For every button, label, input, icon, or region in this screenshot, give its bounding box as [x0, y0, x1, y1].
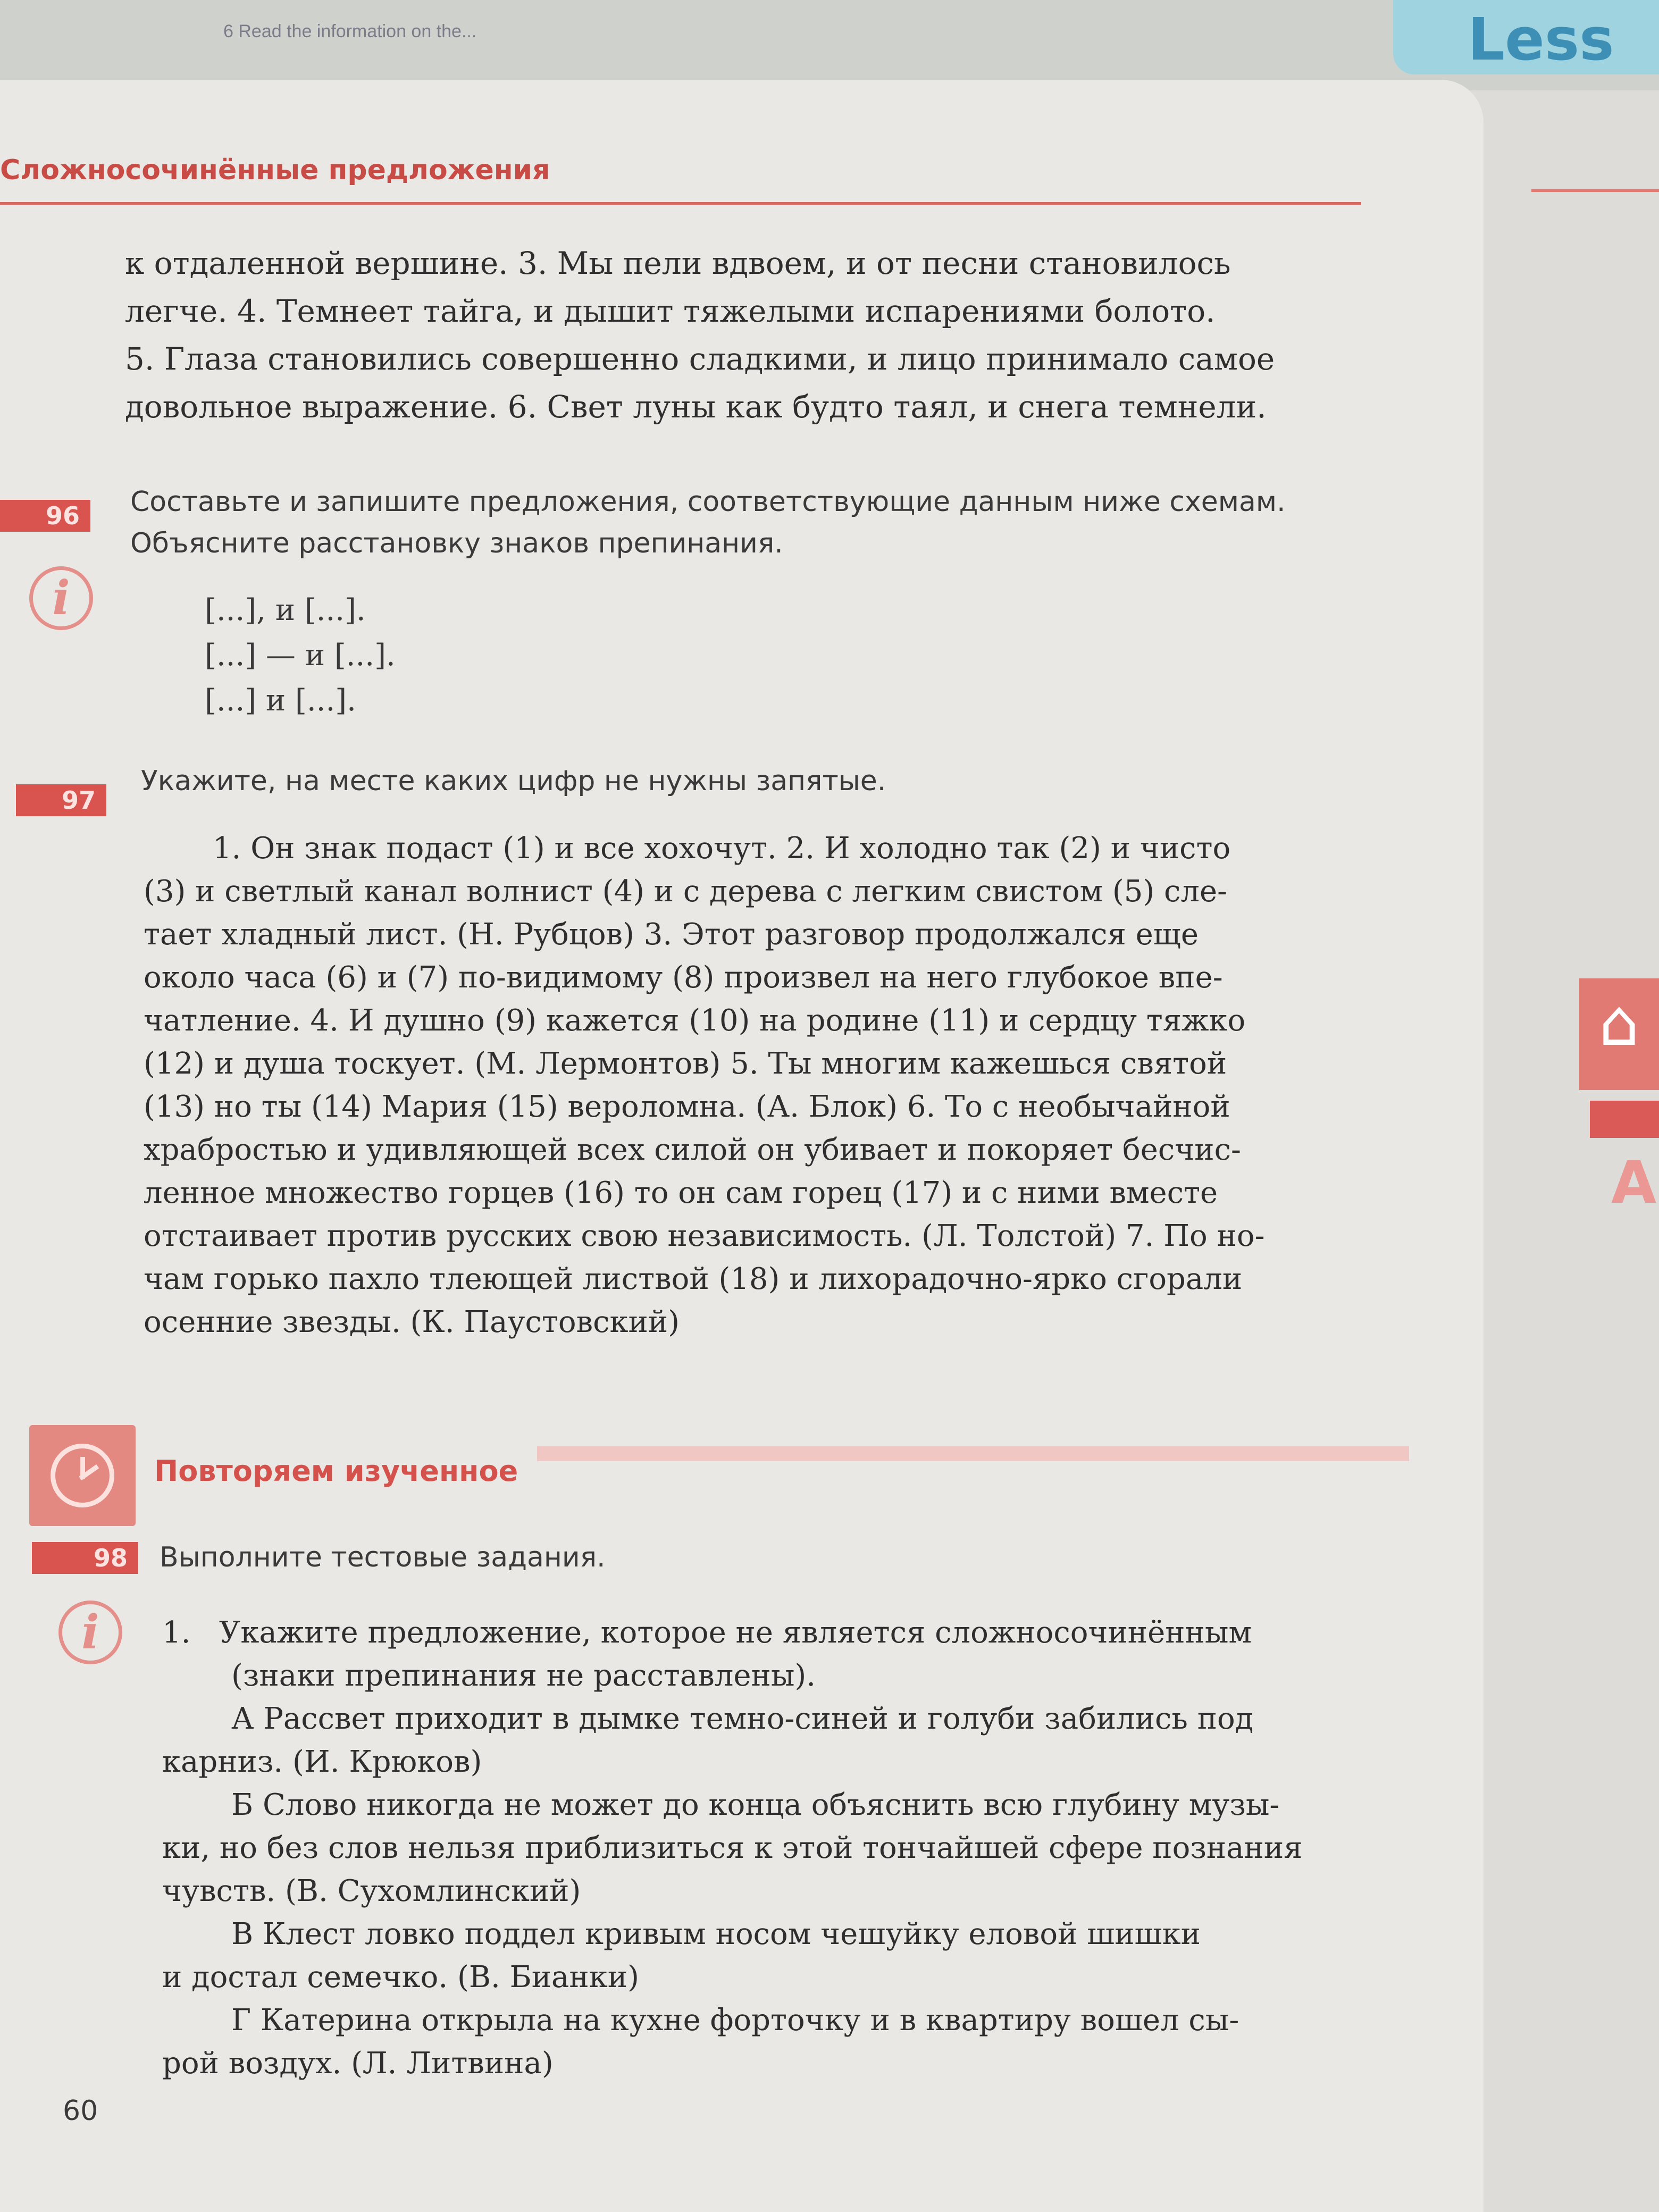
- option-b-cont: чувств. (В. Сухомлинский): [162, 1874, 581, 1908]
- text-line: легче. 4. Темнеет тайга, и дышит тяжелыми испарениями болото.: [125, 293, 1216, 329]
- text-line: к отдаленной вершине. 3. Мы пели вдвоем, и от песни становилось: [125, 245, 1231, 281]
- lesson-tab: [1393, 0, 1659, 74]
- text-line: отстаивает против русских свою независимость. (Л. Толстой) 7. По но-: [144, 1219, 1265, 1253]
- text-line: чам горько пахло тлеющей листвой (18) и лихорадочно-ярко сгорали: [144, 1262, 1243, 1296]
- option-b-cont: ки, но без слов нельзя приблизиться к этой тончайшей сфере познания: [162, 1831, 1303, 1865]
- text-line: осенние звезды. (К. Паустовский): [144, 1305, 680, 1339]
- question-line: [162, 1611, 1417, 1654]
- question-number: 1.: [162, 1615, 191, 1650]
- continuation-text: [125, 239, 1364, 431]
- option-g: Г Катерина открыла на кухне форточку и в квартиру вошел сы-: [231, 2003, 1239, 2038]
- option-a: А Рассвет приходит в дымке темно-синей и голуби забились под: [231, 1702, 1254, 1736]
- page-number: 60: [63, 2095, 98, 2127]
- option-v-cont: и достал семечко. (В. Бианки): [162, 1960, 639, 1995]
- text-line: тает хладный лист. (Н. Рубцов) 3. Этот разговор продолжался еще: [144, 917, 1199, 952]
- info-icon: i: [29, 566, 93, 630]
- text-line: около часа (6) и (7) по-видимому (8) произвел на него глубокое впе-: [144, 960, 1223, 995]
- background-page-text: 6 Read the information on the...: [223, 21, 477, 41]
- task-line: Составьте и запишите предложения, соответствующие данным ниже схемам.: [130, 486, 1286, 518]
- text-line: (12) и душа тоскует. (М. Лермонтов) 5. Ты многим кажешься святой: [144, 1046, 1227, 1081]
- clock-icon: [29, 1425, 136, 1526]
- exercise-number-96: 96: [0, 500, 90, 532]
- text-line: чатление. 4. И душно (9) кажется (10) на родине (11) и сердцу тяжко: [144, 1003, 1246, 1038]
- running-head: Сложносочинённые предложения: [0, 154, 550, 186]
- text-line: храбростью и удивляющей всех силой он убивает и покоряет бесчис-: [144, 1133, 1241, 1167]
- running-head-rule: [0, 202, 1361, 205]
- scheme-line: [...] и [...].: [205, 683, 356, 718]
- exercise-97-task: Укажите, на месте каких цифр не нужны запятые.: [141, 765, 886, 797]
- text-line: довольное выражение. 6. Свет луны как будто таял, и снега темнели.: [125, 389, 1267, 425]
- lesson-tab-label: Less: [1468, 5, 1614, 73]
- text-line: (13) но ты (14) Мария (15) вероломна. (А. Блок) 6. То с необычайной: [144, 1090, 1230, 1124]
- home-icon: ⌂: [1598, 986, 1640, 1060]
- option-b: Б Слово никогда не может до конца объяснить всю глубину музы-: [231, 1788, 1280, 1822]
- section-title: Повторяем изученное: [154, 1454, 518, 1488]
- exercise-98-task: Выполните тестовые задания.: [160, 1541, 606, 1573]
- exercise-number-97: 97: [16, 784, 106, 816]
- exercise-97-text: [144, 827, 1388, 1344]
- text-line: 5. Глаза становились совершенно сладкими, и лицо принимало самое: [125, 341, 1275, 377]
- option-a-cont: карниз. (И. Крюков): [162, 1745, 482, 1779]
- adjacent-letter: А: [1611, 1149, 1657, 1217]
- section-title-bar: [537, 1446, 1409, 1461]
- text-line: ленное множество горцев (16) то он сам горец (17) и с ними вместе: [144, 1176, 1218, 1210]
- scheme-line: [...], и [...].: [205, 593, 366, 627]
- exercise-96-task: [130, 481, 1380, 564]
- adjacent-home-tab: [1579, 978, 1659, 1090]
- text-line: 1. Он знак подаст (1) и все хохочут. 2. И холодно так (2) и чисто: [213, 831, 1231, 866]
- question-line: (знаки препинания не расставлены).: [231, 1658, 816, 1693]
- adjacent-page-rule: [1531, 189, 1659, 192]
- info-icon: i: [58, 1601, 122, 1664]
- question-text: Укажите предложение, которое не является сложносочинённым: [219, 1615, 1252, 1650]
- text-line: (3) и светлый канал волнист (4) и с дерева с легким свистом (5) сле-: [144, 874, 1228, 909]
- exercise-98-question: [162, 1611, 1417, 2085]
- option-g-cont: рой воздух. (Л. Литвина): [162, 2046, 554, 2081]
- exercise-number-98: 98: [32, 1542, 138, 1574]
- adjacent-number-tab: [1590, 1101, 1659, 1138]
- scheme-line: [...] — и [...].: [205, 638, 396, 673]
- option-v: В Клест ловко поддел кривым носом чешуйку еловой шишки: [231, 1917, 1201, 1951]
- task-line: Объясните расстановку знаков препинания.: [130, 527, 783, 559]
